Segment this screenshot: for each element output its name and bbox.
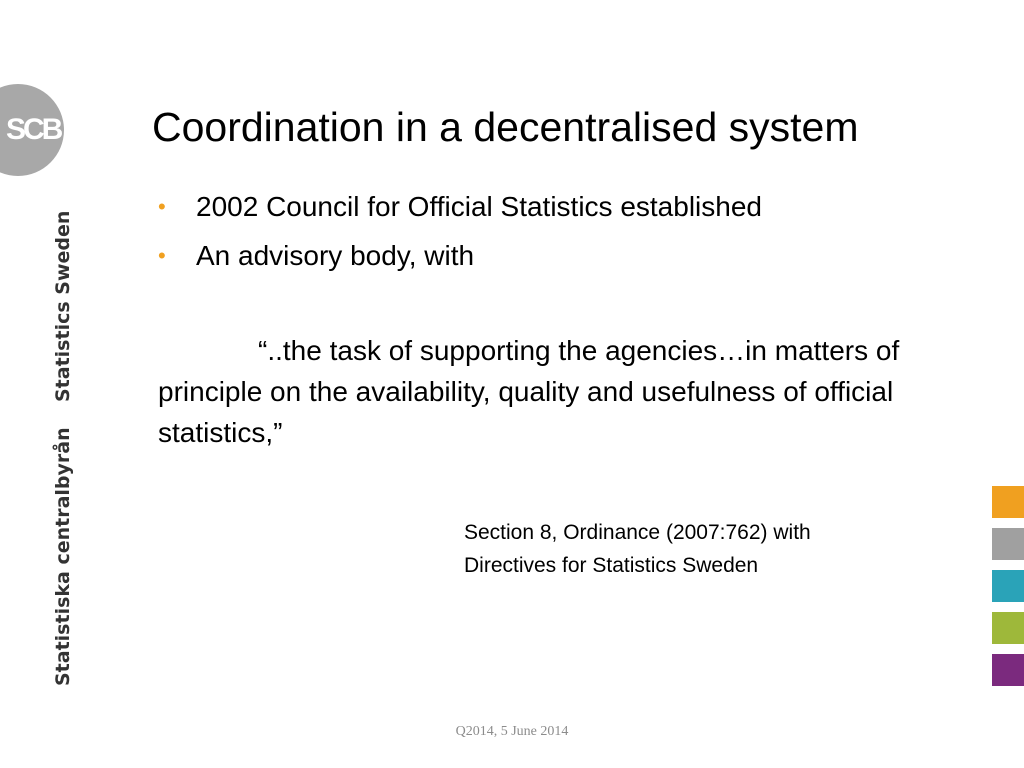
swatch-gray <box>992 528 1024 560</box>
quote-text: “..the task of supporting the agencies…in matters of principle on the availability, quality and usefulness of official statistics,” <box>158 335 900 448</box>
scb-logo <box>0 84 64 176</box>
swatch-green <box>992 612 1024 644</box>
slide-title: Coordination in a decentralised system <box>152 104 859 150</box>
bullet-text: 2002 Council for Official Statistics established <box>196 191 762 222</box>
citation-line: Directives for Statistics Sweden <box>464 554 759 577</box>
color-swatches <box>992 486 1024 696</box>
citation-line: Section 8, Ordinance (2007:762) with <box>464 521 811 544</box>
swatch-purple <box>992 654 1024 686</box>
bullet-item <box>158 231 762 280</box>
bullet-list <box>158 182 762 280</box>
bullet-icon: • <box>158 243 166 268</box>
citation <box>464 516 924 582</box>
swatch-teal <box>992 570 1024 602</box>
side-label-swedish: Statistiska centralbyrån <box>52 427 74 686</box>
bullet-text: An advisory body, with <box>196 240 475 271</box>
swatch-orange <box>992 486 1024 518</box>
side-label-english: Statistics Sweden <box>52 210 74 402</box>
bullet-icon: • <box>158 194 166 219</box>
footer-text: Q2014, 5 June 2014 <box>455 724 569 739</box>
bullet-item <box>158 182 762 231</box>
logo-text: SCB <box>6 113 61 146</box>
